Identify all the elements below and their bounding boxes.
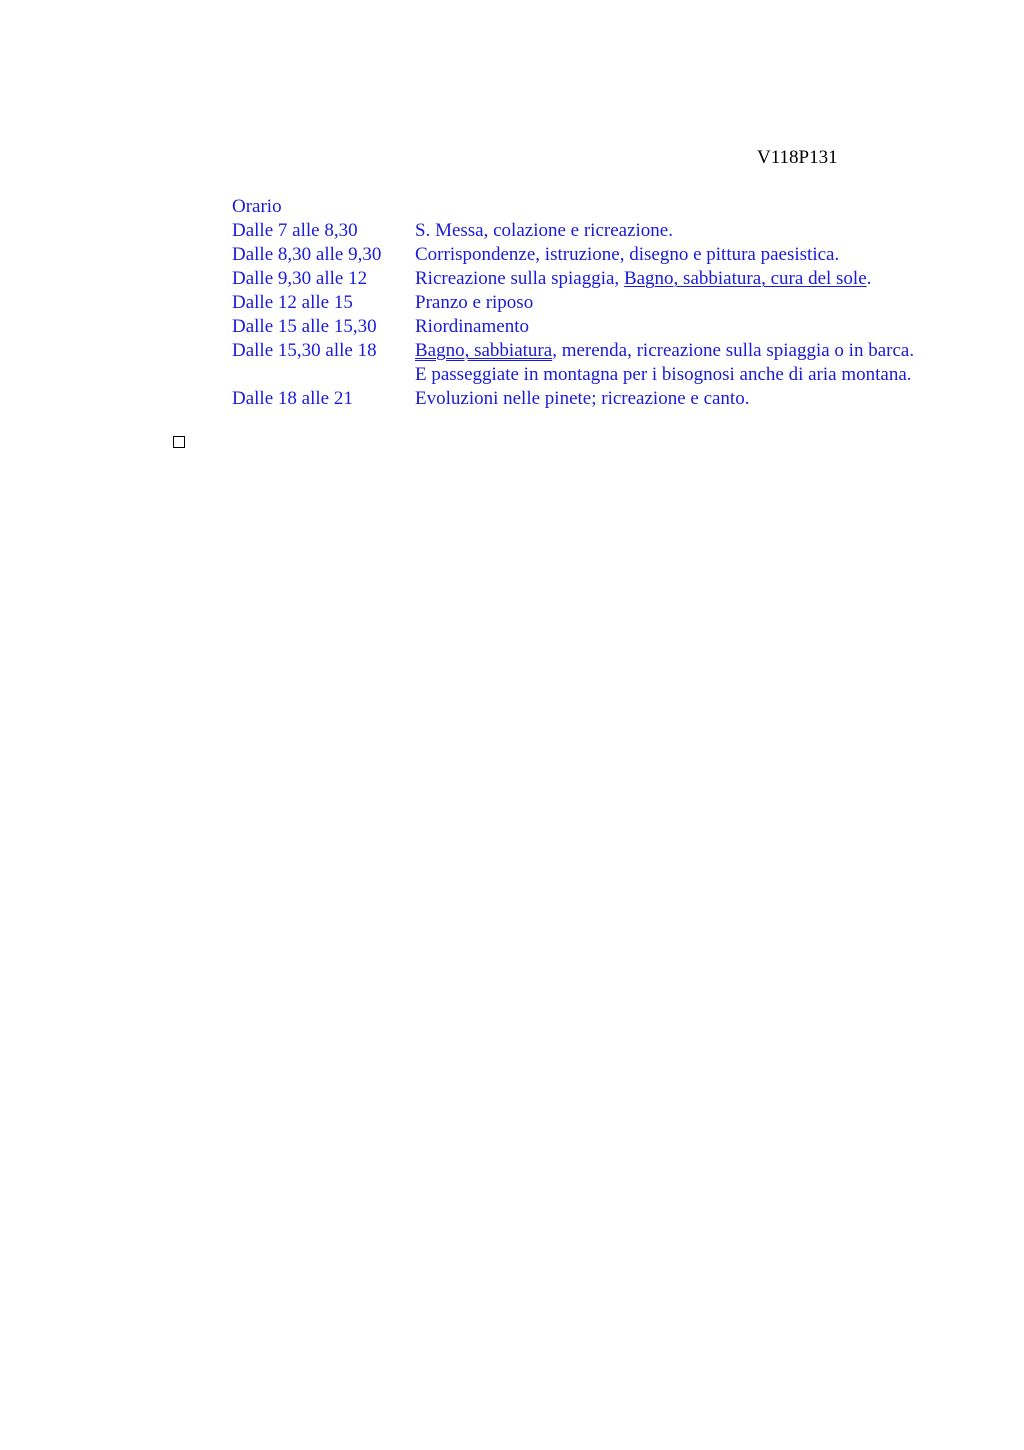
schedule-row	[232, 315, 922, 339]
schedule-time: Dalle 7 alle 8,30	[232, 220, 358, 241]
schedule-time: Dalle 8,30 alle 9,30	[232, 244, 382, 265]
underlined-activity-text: Bagno, sabbiatura	[415, 340, 553, 361]
schedule-time: Dalle 12 alle 15	[232, 292, 353, 313]
schedule-time: Dalle 15,30 alle 18	[232, 340, 377, 361]
page-reference: V118P131	[757, 147, 838, 168]
underlined-activity-text: Bagno, sabbiatura, cura del sole	[623, 268, 867, 289]
schedule-time: Dalle 18 alle 21	[232, 388, 353, 409]
schedule-time: Dalle 15 alle 15,30	[232, 316, 377, 337]
schedule-row	[232, 243, 922, 267]
schedule-row	[232, 267, 922, 291]
activity-text: Ricreazione sulla spiaggia,	[415, 268, 624, 289]
schedule-row	[232, 387, 922, 411]
schedule-activity: Evoluzioni nelle pinete; ricreazione e canto.	[415, 388, 750, 409]
schedule-activity: Pranzo e riposo	[415, 292, 534, 313]
schedule-activity	[415, 267, 922, 291]
schedule-activity	[415, 339, 922, 387]
activity-text: .	[866, 268, 872, 289]
schedule-row	[232, 219, 922, 243]
schedule-table	[232, 195, 922, 411]
schedule-row	[232, 291, 922, 315]
empty-square-icon	[173, 436, 185, 448]
schedule-heading: Orario	[232, 196, 282, 217]
schedule-time: Dalle 9,30 alle 12	[232, 268, 368, 289]
activity-text: , merenda, ricreazione sulla spiaggia o in barca. E passeggiate in montagna per i bisognosi anche di aria montana.	[415, 340, 915, 385]
schedule-activity: Corrispondenze, istruzione, disegno e pittura paesistica.	[415, 244, 840, 265]
schedule-activity: Riordinamento	[415, 316, 529, 337]
schedule-row	[232, 339, 922, 387]
schedule-activity: S. Messa, colazione e ricreazione.	[415, 220, 673, 241]
